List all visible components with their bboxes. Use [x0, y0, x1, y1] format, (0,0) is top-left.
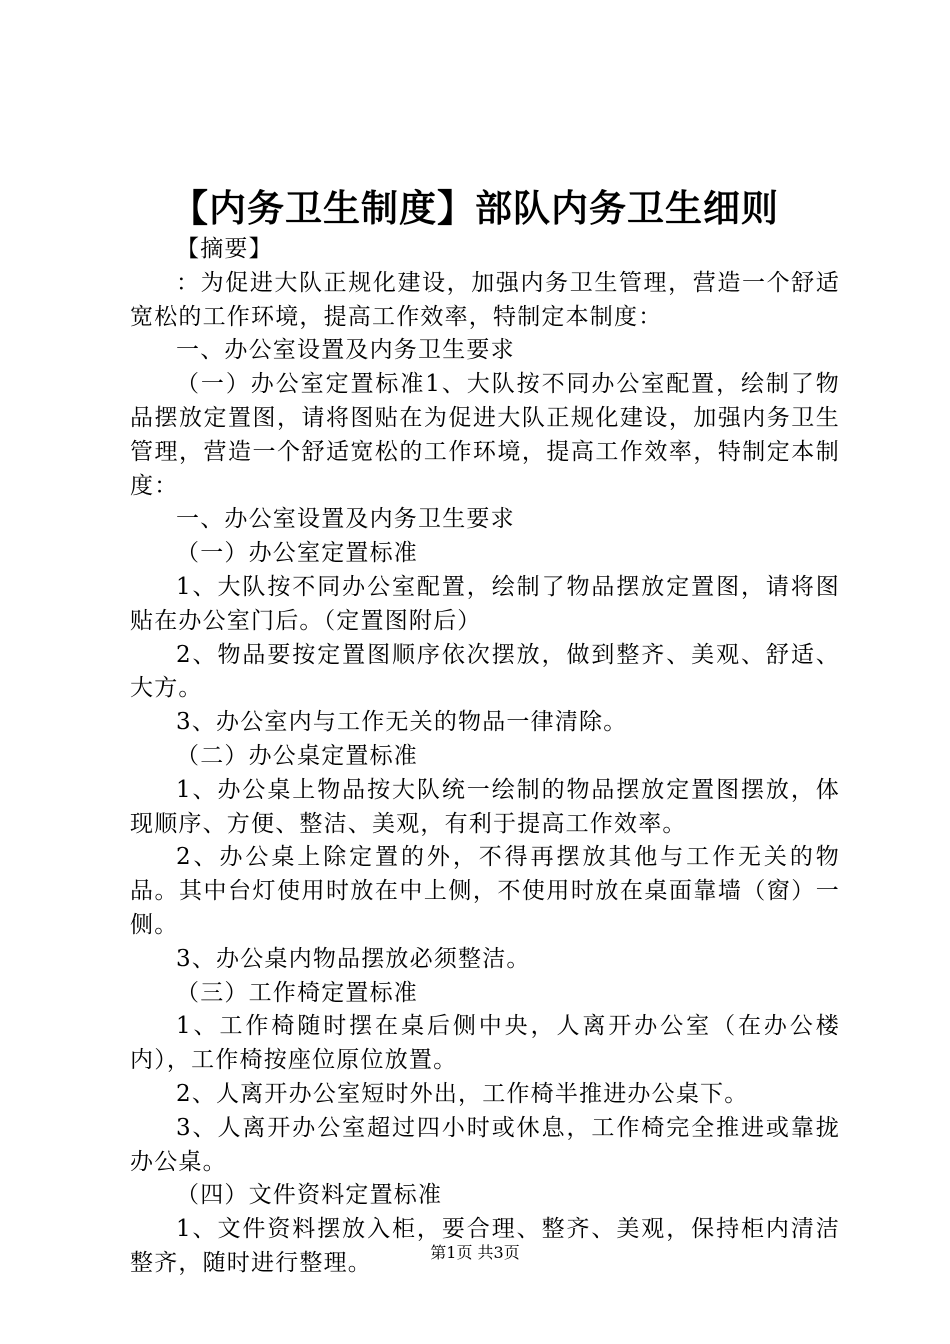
paragraph: 2、物品要按定置图顺序依次摆放，做到整齐、美观、舒适、大方。 — [130, 641, 840, 702]
paragraph: 1、文件资料摆放入柜，要合理、整齐、美观，保持柜内清洁整齐，随时进行整理。 — [130, 1216, 840, 1276]
paragraph: 1、大队按不同办公室配置，绘制了物品摆放定置图，请将图贴在办公室门后。（定置图附后） — [130, 573, 840, 634]
page-footer: 第1页 共3页 — [430, 1243, 520, 1262]
paragraph: 2、人离开办公室短时外出，工作椅半推进办公桌下。 — [176, 1080, 749, 1107]
paragraph: 1、工作椅随时摆在桌后侧中央，人离开办公室（在办公楼内），工作椅按座位原位放置。 — [130, 1013, 840, 1074]
document-title: 【内务卫生制度】部队内务卫生细则 — [171, 186, 779, 230]
document-body — [130, 233, 840, 1281]
paragraph: ：为促进大队正规化建设，加强内务卫生管理，营造一个舒适宽松的工作环境，提高工作效率，特制定本制度： — [130, 269, 840, 330]
subsection-heading: （一）办公室定置标准 — [176, 540, 418, 567]
subsection-heading: （三）工作椅定置标准 — [176, 979, 418, 1006]
paragraph: 1、办公桌上物品按大队统一绘制的物品摆放定置图摆放，体现顺序、方便、整洁、美观，有利于提高工作效率。 — [130, 776, 840, 837]
paragraph: 2、办公桌上除定置的外，不得再摆放其他与工作无关的物品。其中台灯使用时放在中上侧，不使用时放在桌面靠墙（窗）一侧。 — [130, 844, 840, 938]
paragraph: 3、办公室内与工作无关的物品一律清除。 — [176, 709, 628, 736]
section-heading: 一、办公室设置及内务卫生要求 — [176, 337, 515, 364]
subsection-heading: （四）文件资料定置标准 — [176, 1182, 443, 1209]
paragraph-summary-label: 【摘要】 — [176, 236, 273, 262]
section-heading: 一、办公室设置及内务卫生要求 — [176, 506, 515, 533]
paragraph: 3、办公桌内物品摆放必须整洁。 — [176, 945, 531, 972]
subsection-heading: （二）办公桌定置标准 — [176, 742, 418, 769]
paragraph: （一）办公室定置标准1、大队按不同办公室配置，绘制了物品摆放定置图，请将图贴在为促进大队正规化建设，加强内务卫生管理，营造一个舒适宽松的工作环境，提高工作效率，特制定本制度： — [130, 371, 840, 499]
paragraph: 3、人离开办公室超过四小时或休息，工作椅完全推进或靠拢办公桌。 — [130, 1114, 840, 1175]
